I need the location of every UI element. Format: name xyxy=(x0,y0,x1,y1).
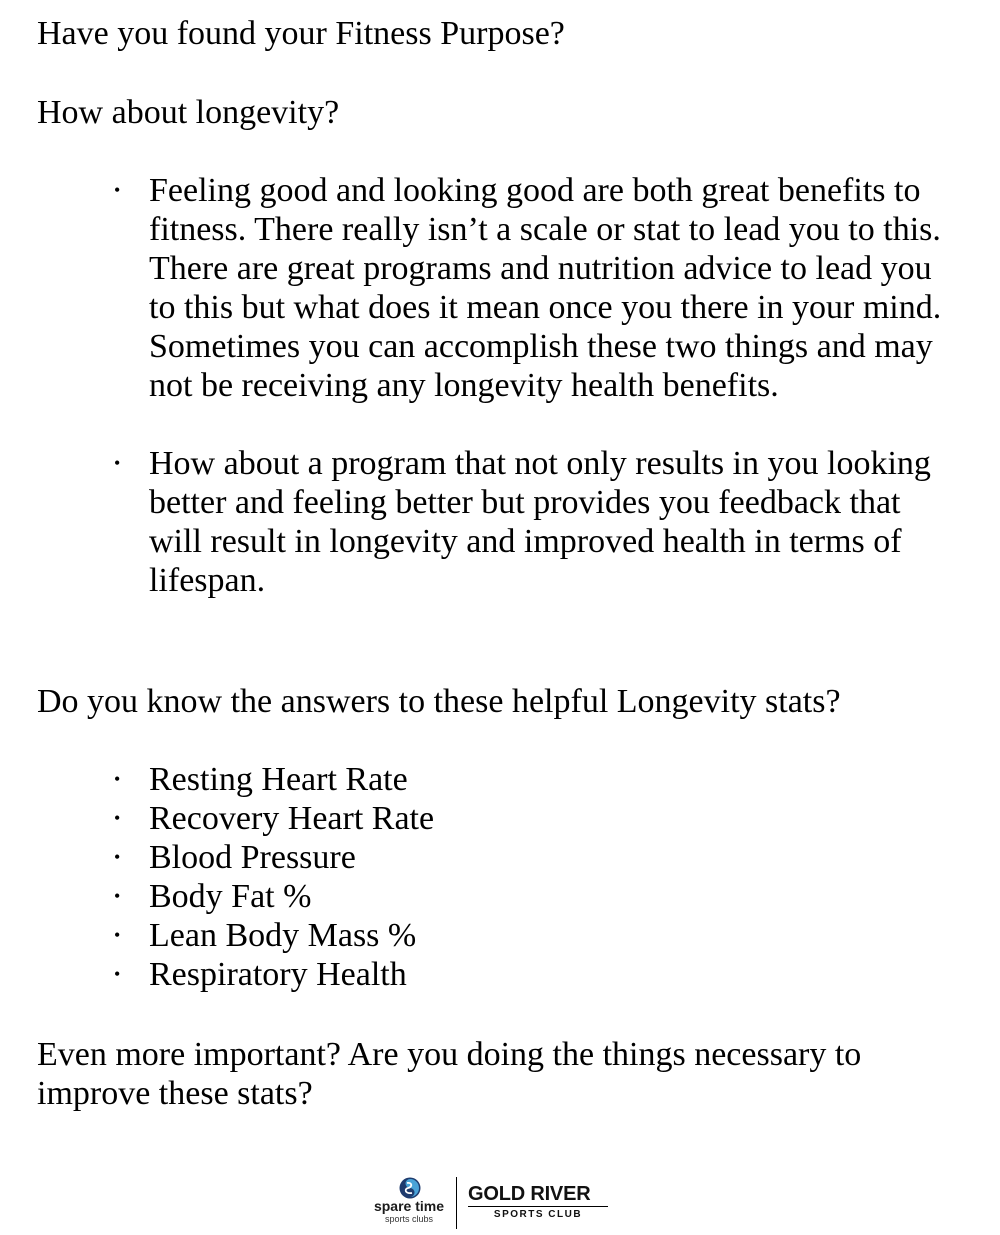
paragraph-text: How about a program that not only results in you looking better and feeling better but provides you feedback that will result in longevity and improved health in terms of lifespan. xyxy=(149,445,931,599)
list-item xyxy=(114,171,949,405)
bullet-icon: • xyxy=(114,180,121,200)
gold-river-subtitle: SPORTS CLUB xyxy=(493,1209,583,1220)
list-item xyxy=(114,760,949,799)
heading-fitness-purpose: Have you found your Fitness Purpose? xyxy=(37,15,565,52)
gold-river-name: GOLD RIVER xyxy=(468,1183,591,1205)
bullet-icon: • xyxy=(114,808,121,828)
list-item xyxy=(114,838,949,877)
bullet-icon: • xyxy=(114,886,121,906)
bullet-icon: • xyxy=(114,964,121,984)
list-item xyxy=(114,955,949,994)
stat-label: Blood Pressure xyxy=(149,839,356,876)
list-item xyxy=(114,877,949,916)
list-item xyxy=(114,916,949,955)
paragraph-text: Feeling good and looking good are both great benefits to fitness. There really isn’t a scale or stat to lead you to this. There are great programs and nutrition advice to lead you to this but what does it mean once you there in your mind. Sometimes you can accomplish these two things and may not be receiving any longevity health benefits. xyxy=(149,172,942,404)
spare-time-subtitle: sports clubs xyxy=(384,1214,434,1224)
stat-label: Recovery Heart Rate xyxy=(149,800,435,837)
paragraph-list xyxy=(114,171,949,639)
bullet-icon: • xyxy=(114,453,121,473)
list-item xyxy=(114,799,949,838)
stat-label: Respiratory Health xyxy=(149,956,407,993)
heading-longevity: How about longevity? xyxy=(37,94,340,131)
heading-longevity-stats: Do you know the answers to these helpful Longevity stats? xyxy=(37,683,841,720)
stat-label: Body Fat % xyxy=(149,878,312,915)
spare-time-name: spare time xyxy=(373,1198,445,1214)
spare-time-logo-icon xyxy=(399,1177,421,1199)
gold-river-rule xyxy=(468,1206,608,1207)
stat-label: Lean Body Mass % xyxy=(149,917,417,954)
bullet-icon: • xyxy=(114,847,121,867)
closing-question: Even more important? Are you doing the things necessary to improve these stats? xyxy=(37,1036,862,1112)
stats-list xyxy=(114,760,949,994)
bullet-icon: • xyxy=(114,925,121,945)
stat-label: Resting Heart Rate xyxy=(149,761,408,798)
bullet-icon: • xyxy=(114,769,121,789)
club-logo xyxy=(369,1175,609,1231)
logo-divider xyxy=(456,1177,457,1229)
list-item xyxy=(114,444,949,600)
